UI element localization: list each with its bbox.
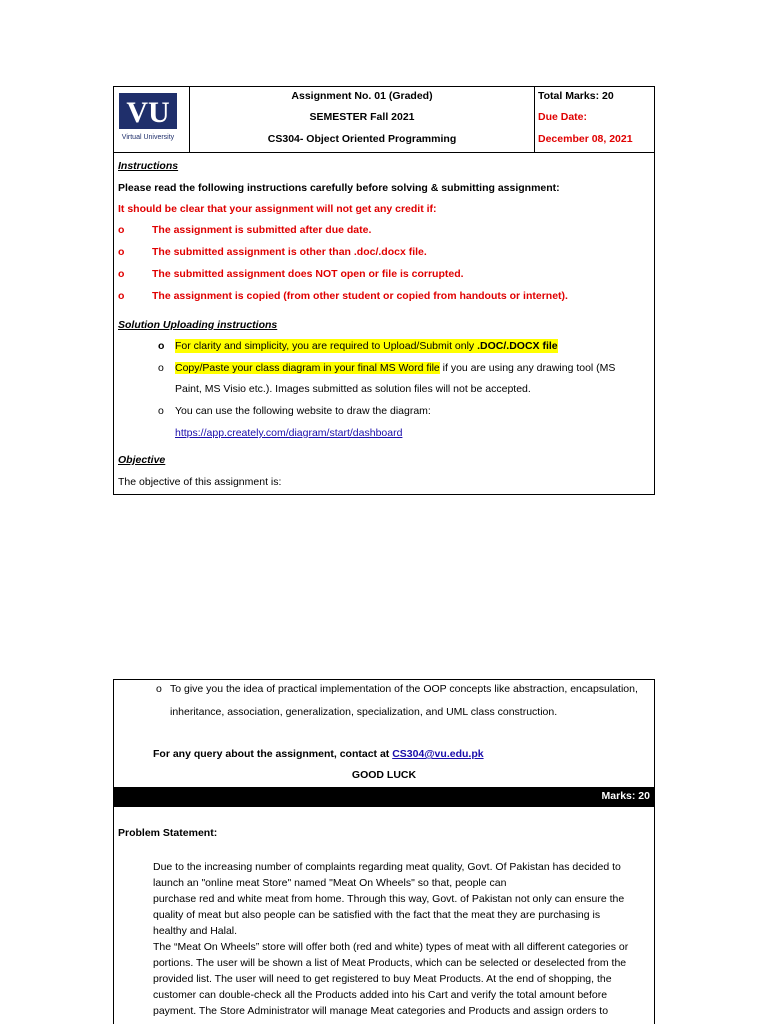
upload-item-website: You can use the following website to draw the diagram: (175, 405, 431, 417)
problem-line: customer can double-check all the Products added into his Cart and verify the total amount before (153, 989, 608, 1001)
instructions-intro: Please read the following instructions carefully before solving & submitting assignment: (118, 182, 560, 194)
assignment-header-table (113, 86, 655, 495)
objective-point-cont: inheritance, association, generalization, specialization, and UML class construction. (170, 706, 558, 718)
marks-cell (535, 87, 654, 153)
problem-line: payment. The Store Administrator will manage Meat categories and Products and assign orders to (153, 1005, 609, 1017)
creately-link[interactable]: https://app.creately.com/diagram/start/dashboard (175, 427, 403, 439)
divider (114, 806, 654, 807)
title-cell (190, 87, 535, 153)
contact-email-link[interactable]: CS304@vu.edu.pk (392, 748, 484, 760)
problem-line: healthy and Halal. (153, 925, 238, 937)
objective-point: To give you the idea of practical implementation of the OOP concepts like abstraction, encapsulation, (170, 683, 638, 695)
credit-warning: It should be clear that your assignment will not get any credit if: (118, 203, 437, 215)
problem-line: portions. The user will be shown a list of Meat Products, which can be selected or deselected from the (153, 957, 627, 969)
bullet-icon: o (158, 340, 165, 352)
assignment-title: Assignment No. 01 (Graded) (291, 90, 433, 102)
upload-item-diagram-cont: Paint, MS Visio etc.). Images submitted as solution files will not be accepted. (175, 383, 531, 395)
due-date-label: Due Date: (538, 111, 588, 123)
problem-line: Due to the increasing number of complaints regarding meat quality, Govt. Of Pakistan has decided to (153, 861, 621, 873)
vu-logo (119, 93, 185, 141)
logo-subtext: Virtual University (121, 134, 175, 141)
logo-text: VU (126, 96, 170, 129)
instruction-item: The submitted assignment does NOT open or file is corrupted. (152, 268, 464, 280)
logo-cell (114, 87, 190, 153)
bullet-icon: o (158, 362, 164, 374)
semester-label: SEMESTER Fall 2021 (309, 111, 415, 123)
bullet-icon: o (118, 224, 125, 236)
course-title: CS304- Object Oriented Programming (267, 133, 457, 145)
instruction-item: The submitted assignment is other than .doc/.docx file. (152, 246, 427, 258)
problem-line: launch an "online meat Store" named "Meat On Wheels" so that, people can (153, 877, 507, 889)
bullet-icon: o (118, 246, 125, 258)
instruction-item: The assignment is copied (from other student or copied from handouts or internet). (152, 290, 568, 302)
marks-label: Marks: 20 (601, 790, 650, 802)
good-luck: GOOD LUCK (351, 769, 417, 781)
upload-item-docx: For clarity and simplicity, you are required to Upload/Submit only .DOC/.DOCX file (175, 340, 558, 352)
due-date: December 08, 2021 (538, 133, 633, 145)
instructions-heading: Instructions (118, 160, 179, 172)
upload-item-diagram: Copy/Paste your class diagram in your final MS Word file if you are using any drawing tool (MS (175, 362, 616, 374)
bullet-icon: o (118, 290, 125, 302)
uploading-heading: Solution Uploading instructions (118, 319, 278, 331)
problem-line: quality of meat but also people can be satisfied with the fact that the meat they are purchasing is (153, 909, 601, 921)
objective-text: The objective of this assignment is: (118, 476, 282, 488)
objective-heading: Objective (118, 454, 166, 466)
contact-line: For any query about the assignment, contact at CS304@vu.edu.pk (153, 748, 484, 760)
problem-line: The “Meat On Wheels” store will offer both (red and white) types of meat with all different categories or (153, 941, 629, 953)
assignment-body-table (113, 679, 655, 1024)
bullet-icon: o (118, 268, 125, 280)
problem-line: purchase red and white meat from home. Through this way, Govt. of Pakistan not only can ensure the (153, 893, 625, 905)
marks-bar (114, 787, 654, 806)
problem-line: provided list. The user will need to get registered to buy Meat Products. At the end of shopping, the (153, 973, 612, 985)
bullet-icon: o (156, 683, 162, 695)
total-marks: Total Marks: 20 (538, 90, 614, 102)
problem-heading: Problem Statement: (118, 827, 218, 839)
bullet-icon: o (158, 405, 164, 417)
instruction-item: The assignment is submitted after due date. (152, 224, 372, 236)
